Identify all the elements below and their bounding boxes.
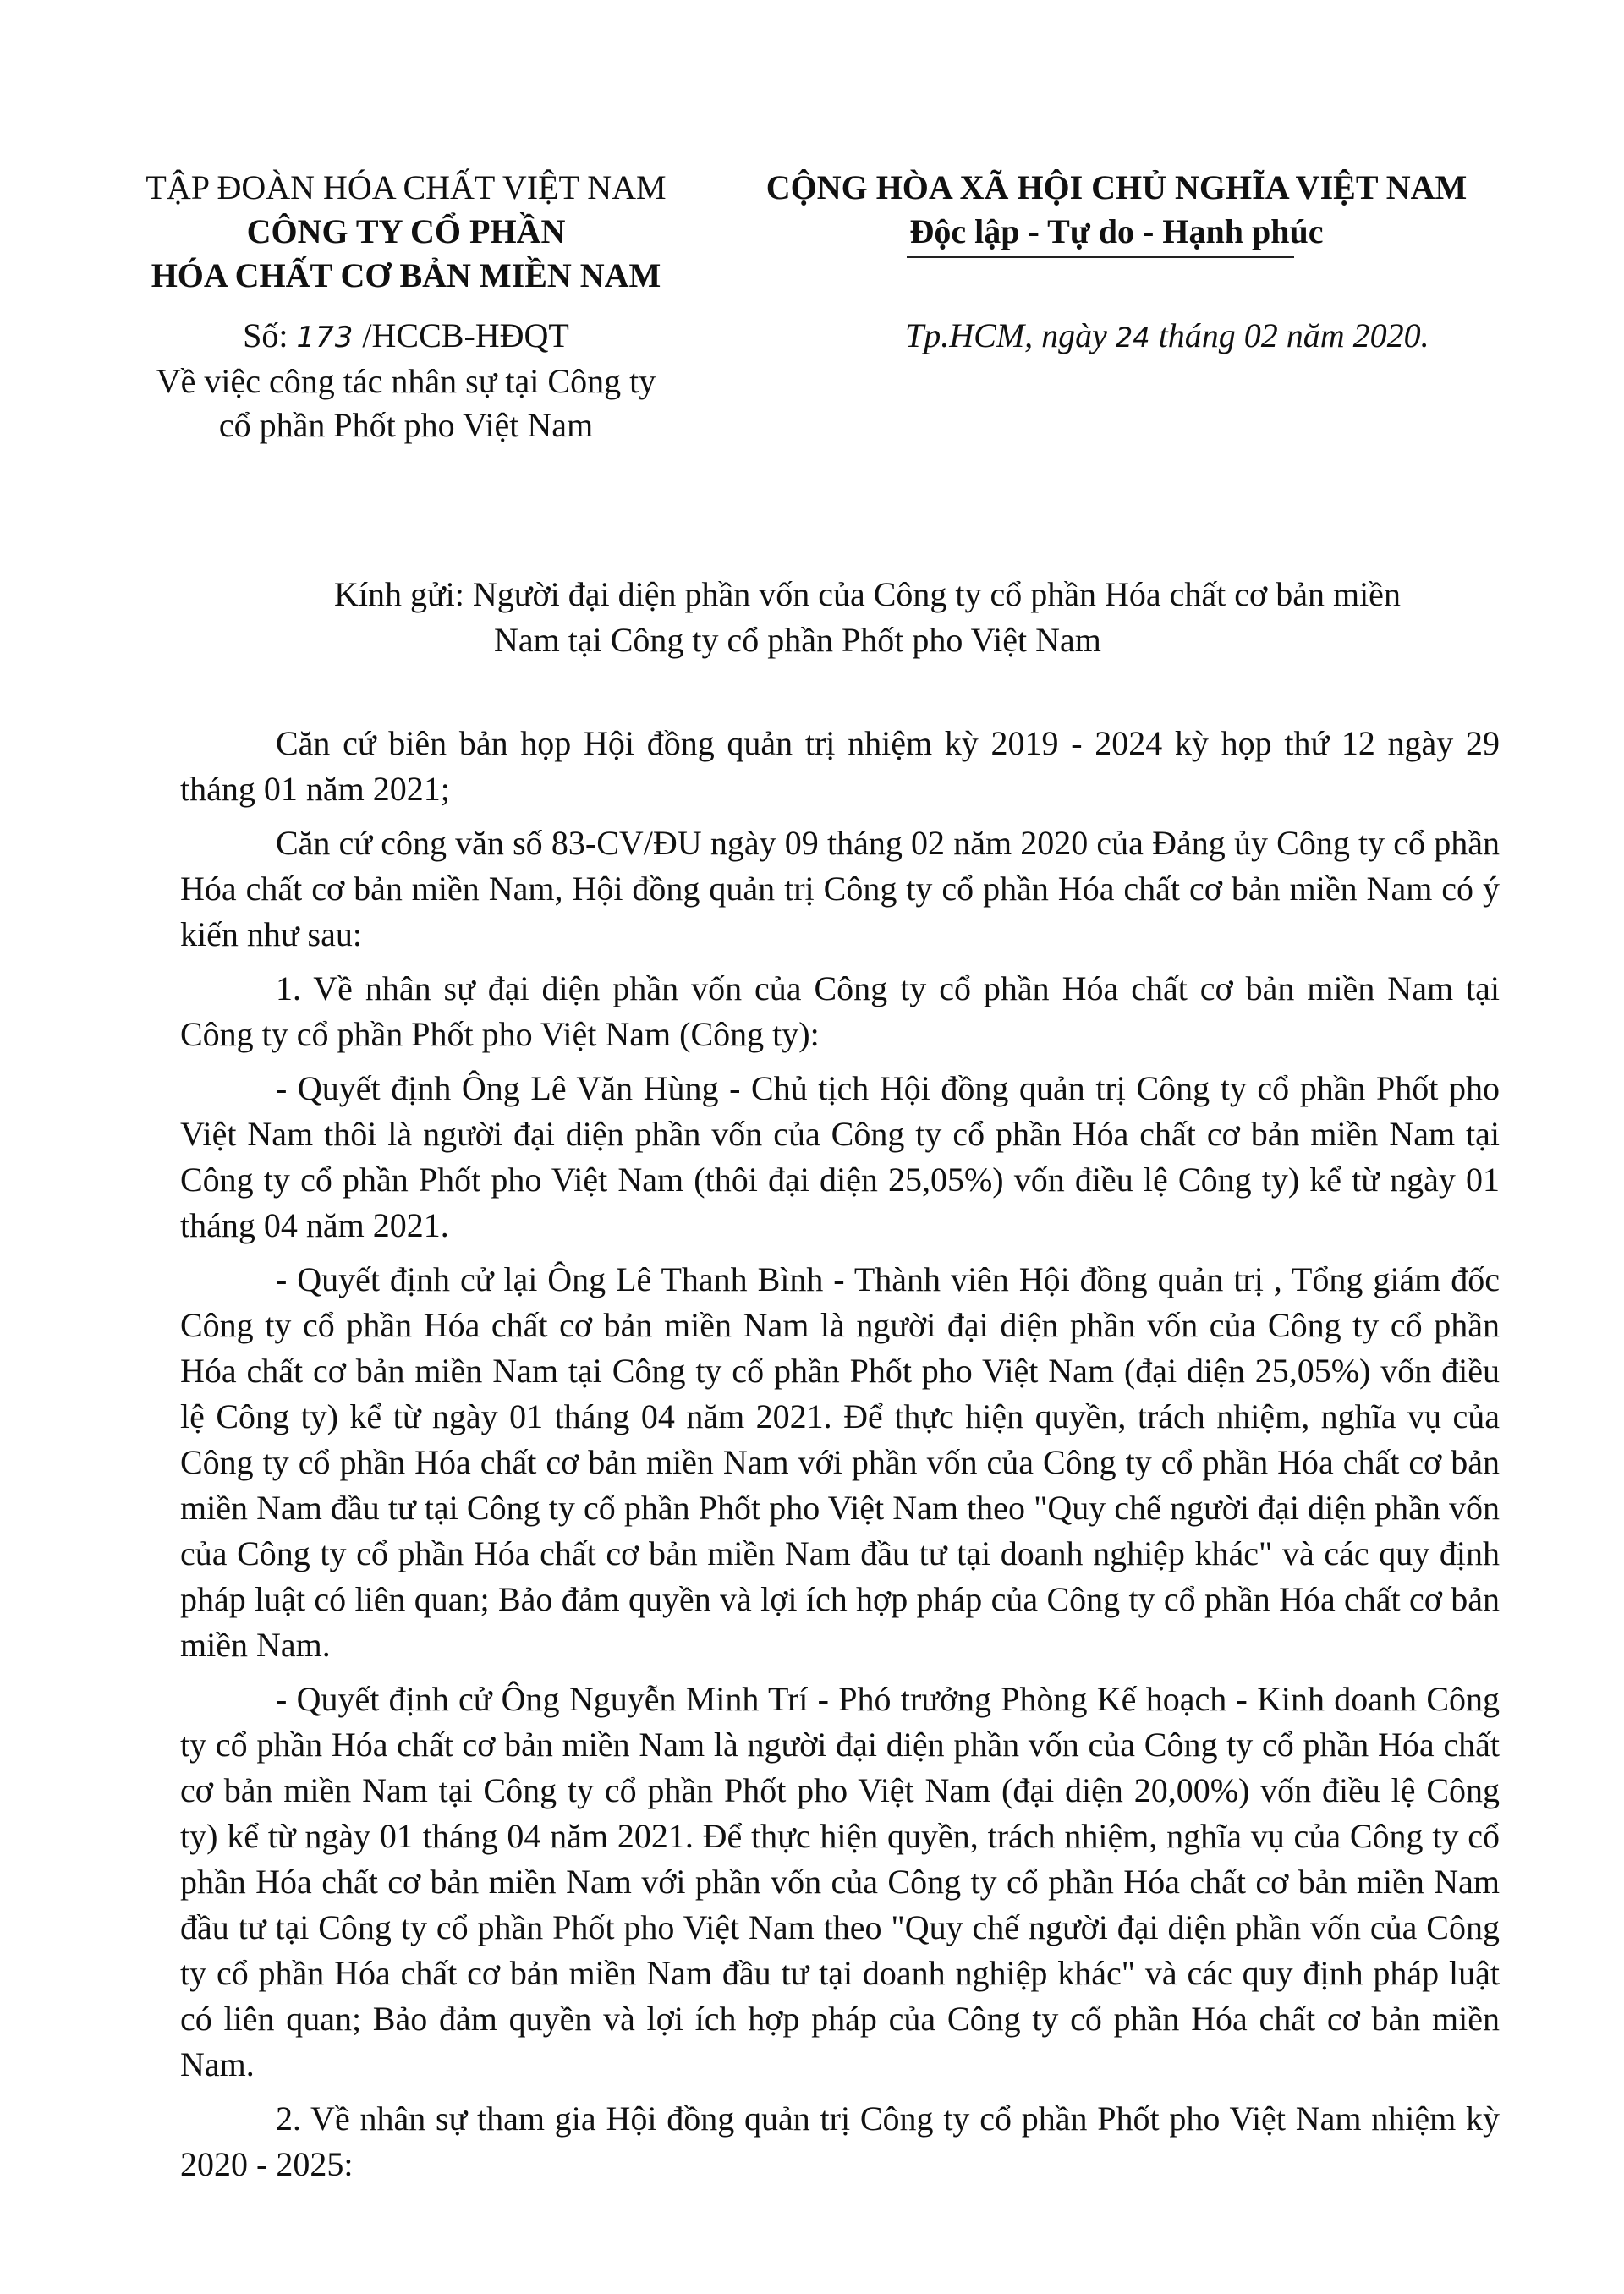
- national-header: [744, 166, 1489, 254]
- paragraph-basis-letter: Căn cứ công văn số 83-CV/ĐU ngày 09 tháng 02 năm 2020 của Đảng ủy Công ty cổ phần Hóa chất cơ bản miền Nam, Hội đồng quản trị Công ty cổ phần Hóa chất cơ bản miền Nam có ý kiến như sau:: [180, 824, 1500, 953]
- recipient-line-2: Nam tại Công ty cổ phần Phốt pho Việt Nam: [494, 621, 1101, 659]
- issuer-company-line2: HÓA CHẤT CƠ BẢN MIỀN NAM: [151, 256, 661, 294]
- document-number-label: Số:: [243, 316, 288, 354]
- subject-line-1: Về việc công tác nhân sự tại Công ty: [156, 362, 656, 400]
- recipient-label: Kính gửi:: [334, 575, 464, 613]
- document-body: [180, 721, 1500, 2196]
- national-title: CỘNG HÒA XÃ HỘI CHỦ NGHĨA VIỆT NAM: [765, 168, 1468, 206]
- motto-underline: [907, 256, 1294, 258]
- document-number-suffix: /HCCB-HĐQT: [362, 316, 569, 354]
- paragraph-decision-le-van-hung: - Quyết định Ông Lê Văn Hùng - Chủ tịch Hội đồng quản trị Công ty cổ phần Phốt pho Việt Nam thôi là người đại diện phần vốn của Công ty cổ phần Hóa chất cơ bản miền Nam tại Công ty cổ phần Phốt pho Việt Nam (thôi đại diện 25,05%) vốn điều lệ Công ty) kể từ ngày 01 tháng 04 năm 2021.: [180, 1069, 1500, 1244]
- paragraph-section-1: 1. Về nhân sự đại diện phần vốn của Công ty cổ phần Hóa chất cơ bản miền Nam tại Công ty cổ phần Phốt pho Việt Nam (Công ty):: [180, 969, 1500, 1053]
- subject-line-2: cổ phần Phốt pho Việt Nam: [218, 406, 594, 444]
- paragraph-decision-nguyen-minh-tri: - Quyết định cử Ông Nguyễn Minh Trí - Phó trưởng Phòng Kế hoạch - Kinh doanh Công ty cổ phần Hóa chất cơ bản miền Nam là người đại diện phần vốn của Công ty cổ phần Hóa chất cơ bản miền Nam tại Công ty cổ phần Phốt pho Việt Nam (đại diện 20,00%) vốn điều lệ Công ty) kể từ ngày 01 tháng 04 năm 2021. Để thực hiện quyền, trách nhiệm, nghĩa vụ của Công ty cổ phần Hóa chất cơ bản miền Nam với phần vốn của Công ty cổ phần Hóa chất cơ bản miền Nam đầu tư tại Công ty cổ phần Phốt pho Việt Nam theo "Quy chế người đại diện phần vốn của Công ty cổ phần Hóa chất cơ bản miền Nam đầu tư tại doanh nghiệp khác" và các quy định pháp luật có liên quan; Bảo đảm quyền và lợi ích hợp pháp của Công ty cổ phần Hóa chất cơ bản miền Nam.: [180, 1680, 1500, 2083]
- issuer-header: [118, 166, 694, 298]
- paragraph-basis-meeting: Căn cứ biên bản họp Hội đồng quản trị nhiệm kỳ 2019 - 2024 kỳ họp thứ 12 ngày 29 tháng 01 năm 2021;: [180, 724, 1500, 808]
- date-day-handwritten: 24: [1115, 321, 1150, 354]
- recipient-block: [334, 572, 1484, 663]
- paragraph-decision-le-thanh-binh: - Quyết định cử lại Ông Lê Thanh Bình - Thành viên Hội đồng quản trị , Tổng giám đốc Công ty cổ phần Hóa chất cơ bản miền Nam là người đại diện phần vốn của Công ty cổ phần Hóa chất cơ bản miền Nam tại Công ty cổ phần Phốt pho Việt Nam (đại diện 25,05%) vốn điều lệ Công ty) kể từ ngày 01 tháng 04 năm 2021. Để thực hiện quyền, trách nhiệm, nghĩa vụ của Công ty cổ phần Hóa chất cơ bản miền Nam với phần vốn của Công ty cổ phần Hóa chất cơ bản miền Nam đầu tư tại Công ty cổ phần Phốt pho Việt Nam theo "Quy chế người đại diện phần vốn của Công ty cổ phần Hóa chất cơ bản miền Nam đầu tư tại doanh nghiệp khác" và các quy định pháp luật có liên quan; Bảo đảm quyền và lợi ích hợp pháp của Công ty cổ phần Hóa chất cơ bản miền Nam.: [180, 1260, 1500, 1664]
- date-suffix: tháng 02 năm 2020.: [1158, 316, 1429, 354]
- issuer-company-line1: CÔNG TY CỔ PHẦN: [246, 212, 566, 250]
- document-date: [905, 314, 1582, 359]
- issuer-group-name: TẬP ĐOÀN HÓA CHẤT VIỆT NAM: [145, 168, 667, 206]
- date-prefix: Tp.HCM, ngày: [905, 316, 1107, 354]
- document-number: [118, 314, 694, 359]
- document-number-handwritten: 173: [296, 321, 354, 354]
- national-motto: Độc lập - Tự do - Hạnh phúc: [909, 212, 1324, 250]
- paragraph-section-2: 2. Về nhân sự tham gia Hội đồng quản trị Công ty cổ phần Phốt pho Việt Nam nhiệm kỳ 2020 - 2025:: [180, 2099, 1500, 2183]
- reference-block: [118, 314, 694, 447]
- recipient-line-1: Người đại diện phần vốn của Công ty cổ phần Hóa chất cơ bản miền: [472, 575, 1401, 613]
